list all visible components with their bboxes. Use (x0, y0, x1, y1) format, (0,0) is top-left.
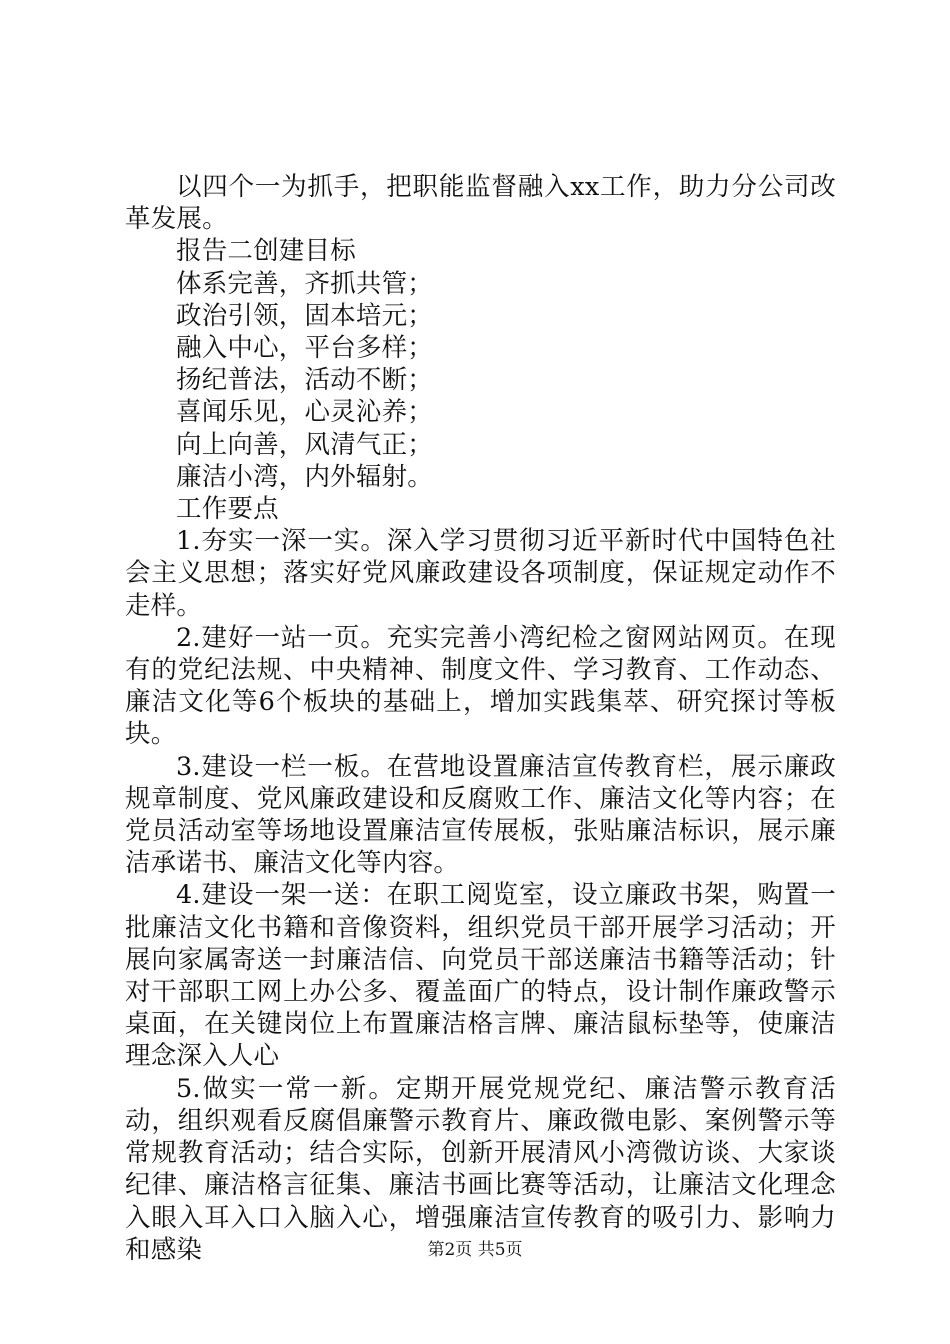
goal-line: 向上向善，风清气正； (176, 429, 434, 460)
section-heading-goals: 报告二创建目标 (176, 236, 356, 267)
paragraph-intro: 以四个一为抓手，把职能监督融入xx工作，助力分公司改革发展。 (125, 172, 836, 235)
key-point-4: 4.建设一架一送：在职工阅览室，设立廉政书架，购置一批廉洁文化书籍和音像资料，组织党员干部开展学习活动；开展向家属寄送一封廉洁信、向党员干部送廉洁书籍等活动；针对干部职工网上办公多、覆盖面广的特点，设计制作廉政警示桌面，在关键岗位上布置廉洁格言牌、廉洁鼠标垫等，使廉洁理念深入人心 (125, 880, 836, 1072)
goal-line: 廉洁小湾，内外辐射。 (176, 461, 434, 492)
page-number: 第2页 共5页 (427, 1240, 523, 1260)
document-body (125, 171, 836, 1266)
goal-line: 体系完善，齐抓共管； (176, 268, 434, 299)
goal-line: 喜闻乐见，心灵沁养； (176, 397, 434, 428)
key-point-2: 2.建好一站一页。充实完善小湾纪检之窗网站网页。在现有的党纪法规、中央精神、制度文件、学习教育、工作动态、廉洁文化等6个板块的基础上，增加实践集萃、研究探讨等板块。 (125, 622, 836, 750)
goal-line: 政治引领，固本培元； (176, 300, 434, 331)
page-footer (0, 1240, 950, 1260)
section-heading-key-points: 工作要点 (176, 494, 279, 525)
key-point-3: 3.建设一栏一板。在营地设置廉洁宣传教育栏，展示廉政规章制度、党风廉政建设和反腐败工作、廉洁文化等内容；在党员活动室等场地设置廉洁宣传展板，张贴廉洁标识，展示廉洁承诺书、廉洁文化等内容。 (125, 751, 836, 879)
goal-line: 融入中心，平台多样； (176, 333, 434, 364)
goal-line: 扬纪普法，活动不断； (176, 365, 434, 396)
key-point-5: 5.做实一常一新。定期开展党规党纪、廉洁警示教育活动，组织观看反腐倡廉警示教育片、廉政微电影、案例警示等常规教育活动；结合实际，创新开展清风小湾微访谈、大家谈纪律、廉洁格言征集、廉洁书画比赛等活动，让廉洁文化理念入眼入耳入口入脑入心，增强廉洁宣传教育的吸引力、影响力和感染 (125, 1073, 836, 1265)
key-point-1: 1.夯实一深一实。深入学习贯彻习近平新时代中国特色社会主义思想；落实好党风廉政建设各项制度，保证规定动作不走样。 (125, 526, 836, 621)
